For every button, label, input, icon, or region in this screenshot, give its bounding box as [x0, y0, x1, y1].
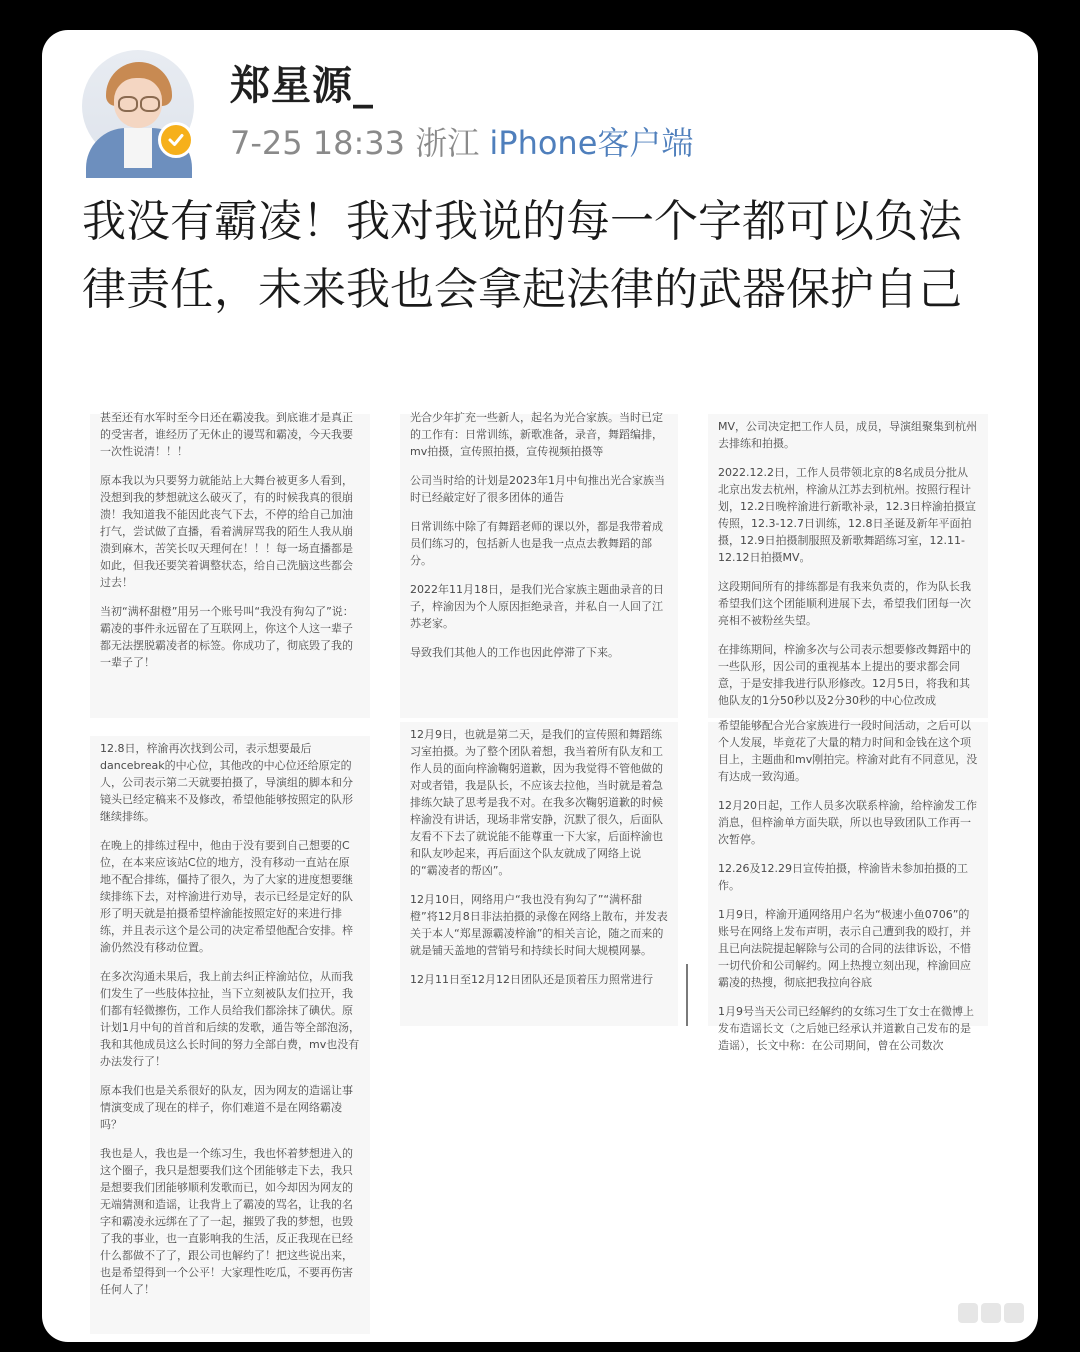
statement-image-4[interactable]	[90, 736, 370, 1334]
post-timestamp: 7-25 18:33	[230, 124, 406, 162]
statement-paragraph: 日常训练中除了有舞蹈老师的课以外，都是我带着成员们练习的，包括新人也是我一点点去教舞蹈的部分。	[410, 520, 663, 567]
verified-badge-icon	[158, 122, 194, 158]
statement-image-3[interactable]	[708, 414, 988, 718]
statement-paragraph: 2022年11月18日，是我们光合家族主题曲录音的日子，梓渝因为个人原因拒绝录音，并私自一人回了江苏老家。	[410, 583, 664, 630]
username[interactable]: 郑星源_	[230, 63, 374, 109]
statement-paragraph: 甚至还有水军时至今日还在霸凌我。到底谁才是真正的受害者，谁经历了无休止的谩骂和霸凌，今天我要一次性说清！！！	[100, 411, 353, 458]
statement-paragraph: 在晚上的排练过程中，他由于没有要到自己想要的C位，在本来应该站C位的地方，没有移动一直站在原地不配合排练，僵持了很久，为了大家的进度想要继续排练下去，对梓渝进行劝导，表示已经是定好的队形了明天就是拍摄希望梓渝能按照定好的来进行排练，并且表示这个是公司的决定希望他配合安排。梓渝仍然没有移动位置。	[100, 839, 353, 954]
statement-paragraph: 12.8日，梓渝再次找到公司，表示想要最后dancebreak的中心位，其他改的中心位还给原定的人，公司表示第二天就要拍摄了，导演组的脚本和分镜头已经定稿来不及修改，希望他能够按照定的队形继续排练。	[100, 742, 353, 823]
statement-paragraph: 导致我们其他人的工作也因此停滞了下来。	[410, 646, 619, 659]
statement-paragraph: 1月9号当天公司已经解约的女练习生丁女士在微博上发布造谣长文（之后她已经承认并道歉自己发布的是造谣），长文中称：在公司期间，曾在公司数次	[718, 1005, 974, 1052]
statement-paragraph: 光合少年扩充一些新人，起名为光合家族。当时已定的工作有：日常训练，新歌准备，录音，舞蹈编排，mv拍摄，宣传照拍摄，宣传视频拍摄等	[410, 411, 663, 458]
statement-image-6[interactable]	[708, 719, 988, 1052]
image-divider	[686, 964, 688, 1026]
statement-paragraph: 原本我们也是关系很好的队友，因为网友的造谣让事情演变成了现在的样子，你们难道不是在网络霸凌吗？	[100, 1084, 353, 1131]
post-meta	[230, 118, 693, 164]
more-options-icon[interactable]	[958, 1302, 1024, 1328]
statement-image-5[interactable]	[400, 722, 678, 1026]
statement-paragraph: 原本我以为只要努力就能站上大舞台被更多人看到，没想到我的梦想就这么破灭了，有的时候我真的很崩溃！我知道我不能因此丧气下去，不停的给自己加油打气，尝试做了直播，看着满屏骂我的陌生人我从崩溃到麻木，苦笑长叹天理何在！！！每一场直播都是如此，但我还要笑着调整状态，给自己洗脑这些都会过去！	[100, 474, 353, 589]
statement-paragraph: 12月20日起，工作人员多次联系梓渝，给梓渝发工作消息，但梓渝单方面失联，所以也导致团队工作再一次暂停。	[718, 799, 977, 846]
post-text: 我没有霸凌！我对我说的每一个字都可以负法律责任，未来我也会拿起法律的武器保护自己	[82, 196, 962, 315]
statement-paragraph: 公司当时给的计划是2023年1月中旬推出光合家族当时已经敲定好了很多团体的通告	[410, 474, 665, 504]
statement-paragraph: 当初“满杯甜橙”用另一个账号叫“我没有狗勾了”说：霸凌的事件永远留在了互联网上，你这个人这一辈子都无法摆脱霸凌者的标签。你成功了，彻底毁了我的一辈子了！	[100, 605, 354, 669]
statement-image-2[interactable]	[400, 411, 678, 718]
post-client: iPhone客户端	[489, 124, 694, 162]
statement-paragraph: 12月11日至12月12日团队还是顶着压力照常进行	[410, 973, 653, 986]
post-location: 浙江	[415, 124, 480, 162]
statement-paragraph: 12月10日，网络用户“我也没有狗勾了”“满杯甜橙”将12月8日非法拍摄的录像在网络上散布，并发表关于本人“郑星源霸凌梓渝”的相关言论，随之而来的就是铺天盖地的营销号和持续长时间大规模网暴。	[410, 893, 668, 957]
statement-paragraph: 我也是人，我也是一个练习生，我也怀着梦想进入的这个圈子，我只是想要我们这个团能够走下去，我只是想要我们团能够顺利发歌而已，如今却因为网友的无端猜测和造谣，让我背上了霸凌的骂名，让我的名字和霸凌永远绑在了了一起，摧毁了我的梦想，也毁了我的事业，也一直影响我的生活，反正我现在已经什么都做不了了，跟公司也解约了！把这些说出来，也是希望得到一个公平！大家理性吃瓜，不要再伤害任何人了！	[100, 1147, 353, 1296]
statement-paragraph: 12.26及12.29日宣传拍摄，梓渝皆未参加拍摄的工作。	[718, 862, 968, 892]
statement-paragraph: 在多次沟通未果后，我上前去纠正梓渝站位，从而我们发生了一些肢体拉扯，当下立刻被队友们拉开，我们都有轻微擦伤，工作人员给我们都涂抹了碘伏。原计划1月中旬的首首和后续的发歌，通告等全部泡汤，我和其他成员这么长时间的努力全部白费，mv也没有办法发行了！	[100, 970, 360, 1068]
statement-paragraph: 在排练期间，梓渝多次与公司表示想要修改舞蹈中的一些队形，因公司的重视基本上提出的要求都会同意，于是安排我进行队形修改。12月5日，将我和其他队友的1分50秒以及2分30秒的中心位改成	[718, 643, 971, 707]
statement-paragraph: MV，公司决定把工作人员，成员，导演组聚集到杭州去排练和拍摄。	[718, 420, 978, 450]
statement-image-1[interactable]	[90, 411, 370, 718]
statement-paragraph: 12月9日，也就是第二天，是我们的宣传照和舞蹈练习室拍摄。为了整个团队着想，我当着所有队友和工作人员的面向梓渝鞠躬道歉，因为我觉得不管他做的对或者错，我是队长，不应该去拉他，当时就是着急排练欠缺了思考是我不对。在我多次鞠躬道歉的时候梓渝没有讲话，现场非常安静，沉默了很久，后面队友看不下去了就说能不能尊重一下大家，后面梓渝也和队友吵起来，再后面这个队友就成了网络上说的“霸凌者的帮凶”。	[410, 728, 663, 877]
weibo-post-card	[42, 30, 1038, 1342]
statement-paragraph: 这段期间所有的排练都是有我来负责的，作为队长我希望我们这个团能顺利进展下去，希望我们团每一次亮相不被粉丝失望。	[718, 580, 971, 627]
statement-paragraph: 2022.12.2日，工作人员带领北京的8名成员分批从北京出发去杭州，梓渝从江苏去到杭州。按照行程计划，12.2日晚梓渝进行新歌补录，12.3日梓渝拍摄宣传照，12.3-12.7日训练，12.8日圣诞及新年平面拍摄，12.9日拍摄制服照及新歌舞蹈练习室，12.11-12.12日拍摄MV。	[718, 466, 976, 564]
statement-paragraph: 希望能够配合光合家族进行一段时间活动，之后可以个人发展，毕竟花了大量的精力时间和金钱在这个项目上，主题曲和mv刚拍完。梓渝对此有不同意见，没有达成一致沟通。	[718, 719, 978, 783]
statement-paragraph: 1月9日，梓渝开通网络用户名为“极速小鱼0706”的账号在网络上发布声明，表示自己遭到我的殴打，并且已向法院提起解除与公司的合同的法律诉讼，不惜一切代价和公司解约。网上热搜立刻出现，梓渝回应霸凌的热搜，彻底把我拉向谷底	[718, 908, 971, 989]
